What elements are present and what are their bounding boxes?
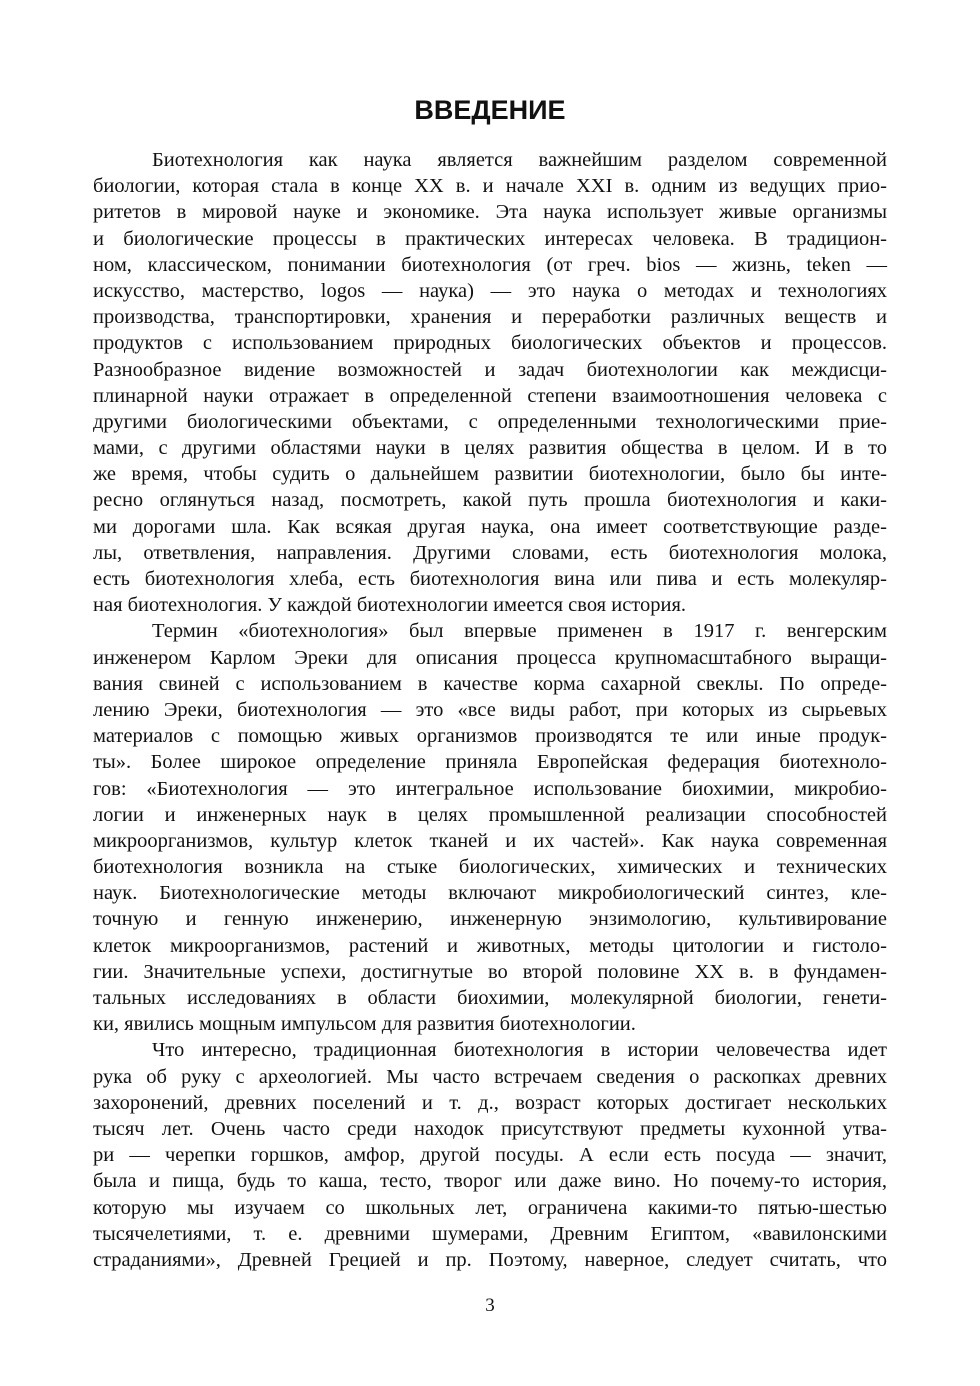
text-line: Что интересно, традиционная биотехнология в истории человечества идет (152, 1039, 887, 1062)
paragraph (93, 618, 887, 1037)
text-line: ресно оглянуться назад, посмотреть, какой путь прошла биотехнология и каки- (93, 489, 887, 512)
text-line: ритетов в мировой науке и экономике. Эта наука использует живые организмы (93, 201, 887, 224)
text-line: была и пища, будь то каша, тесто, творог или даже вино. Но почему-то история, (93, 1170, 887, 1193)
text-line: ная биотехнология. У каждой биотехнологии имеется своя история. (93, 594, 687, 617)
text-line: Разнообразное видение возможностей и задач биотехнологии как междисци- (93, 358, 887, 381)
text-line: страданиями», Древней Грецией и пр. Поэтому, наверное, следует считать, что (93, 1248, 887, 1271)
text-line: микроорганизмов, культур клеток тканей и их частей». Как наука современная (93, 829, 887, 852)
text-line: и биологические процессы в практических интересах человека. В традицион- (93, 227, 887, 250)
text-line: плинарной науки отражает в определенной степени взаимоотношения человека с (93, 384, 887, 407)
text-line: другими биологическими объектами, с определенными технологическими прие- (93, 410, 887, 433)
text-line: мами, с другими областями науки в целях развития общества в целом. И в то (93, 437, 887, 460)
text-line: лы, ответвления, направления. Другими словами, есть биотехнология молока, (93, 541, 887, 564)
text-line: же время, чтобы судить о дальнейшем развитии биотехнологии, было бы инте- (93, 463, 887, 486)
paragraph (93, 1037, 887, 1273)
text-line: ри — черепки горшков, амфор, другой посуды. А если есть посуда — значит, (93, 1144, 887, 1167)
text-line: клеток микроорганизмов, растений и животных, методы цитологии и гистоло- (93, 934, 887, 957)
text-line: продуктов с использованием природных биологических объектов и процессов. (93, 332, 887, 355)
text-line: ты». Более широкое определение приняла Европейская федерация биотехноло- (93, 751, 887, 774)
paragraph (93, 147, 887, 618)
page-number: 3 (485, 1295, 495, 1316)
text-line: тальных исследованиях в области биохимии, молекулярной биологии, генети- (93, 987, 887, 1009)
text-line: гов: «Биотехнология — это интегральное использование биохимии, микробио- (93, 777, 887, 800)
text-line: рука об руку с археологией. Мы часто встречаем сведения о раскопках древних (93, 1065, 887, 1088)
text-line: ном, классическом, понимании биотехнология (от греч. bios — жизнь, teken — (93, 253, 887, 276)
text-line: материалов с помощью живых организмов производятся те или иные продук- (93, 725, 887, 748)
text-line: производства, транспортировки, хранения и переработки различных веществ и (93, 306, 887, 329)
text-line: инженером Карлом Эреки для описания процесса крупномасштабного выращи- (93, 646, 887, 669)
page-title: ВВЕДЕНИЕ (414, 95, 566, 125)
text-line: гии. Значительные успехи, достигнутые во второй половине XX в. в фундамен- (93, 960, 887, 983)
text-line: биотехнология возникла на стыке биологических, химических и технических (93, 856, 887, 879)
text-line: Биотехнология как наука является важнейшим разделом современной (152, 149, 887, 171)
text-line: наук. Биотехнологические методы включают микробиологический синтез, кле- (93, 882, 887, 905)
body-text (93, 147, 887, 1273)
text-line: есть биотехнология хлеба, есть биотехнология вина или пива и есть молекуляр- (93, 568, 887, 590)
text-line: логии и инженерных наук в целях промышленной реализации способностей (93, 803, 887, 826)
document-page (93, 0, 887, 1386)
text-line: захоронений, древних поселений и т. д., возраст которых достигает нескольких (93, 1091, 887, 1114)
text-line: ми дорогами шла. Как всякая другая наука, она имеет соответствующие разде- (93, 515, 887, 538)
text-line: Термин «биотехнология» был впервые применен в 1917 г. венгерским (152, 620, 887, 643)
text-line: ки, явились мощным импульсом для развития биотехнологии. (93, 1013, 636, 1036)
text-line: биологии, которая стала в конце XX в. и начале XXI в. одним из ведущих прио- (93, 175, 887, 198)
text-line: искусство, мастерство, logos — наука) — это наука о методах и технологиях (93, 279, 887, 302)
text-line: лению Эреки, биотехнология — это «все виды работ, при которых из сырьевых (93, 698, 887, 721)
text-line: которую мы изучаем со школьных лет, ограничена какими-то пятью-шестью (93, 1196, 887, 1219)
text-line: тысячелетиями, т. е. древними шумерами, Древним Египтом, «вавилонскими (93, 1222, 887, 1245)
text-line: тысяч лет. Очень часто среди находок присутствуют предметы кухонной утва- (93, 1117, 887, 1140)
text-line: точную и генную инженерию, инженерную энзимологию, культивирование (93, 908, 887, 931)
text-line: вания свиней с использованием в качестве корма сахарной свеклы. По опреде- (93, 672, 887, 695)
